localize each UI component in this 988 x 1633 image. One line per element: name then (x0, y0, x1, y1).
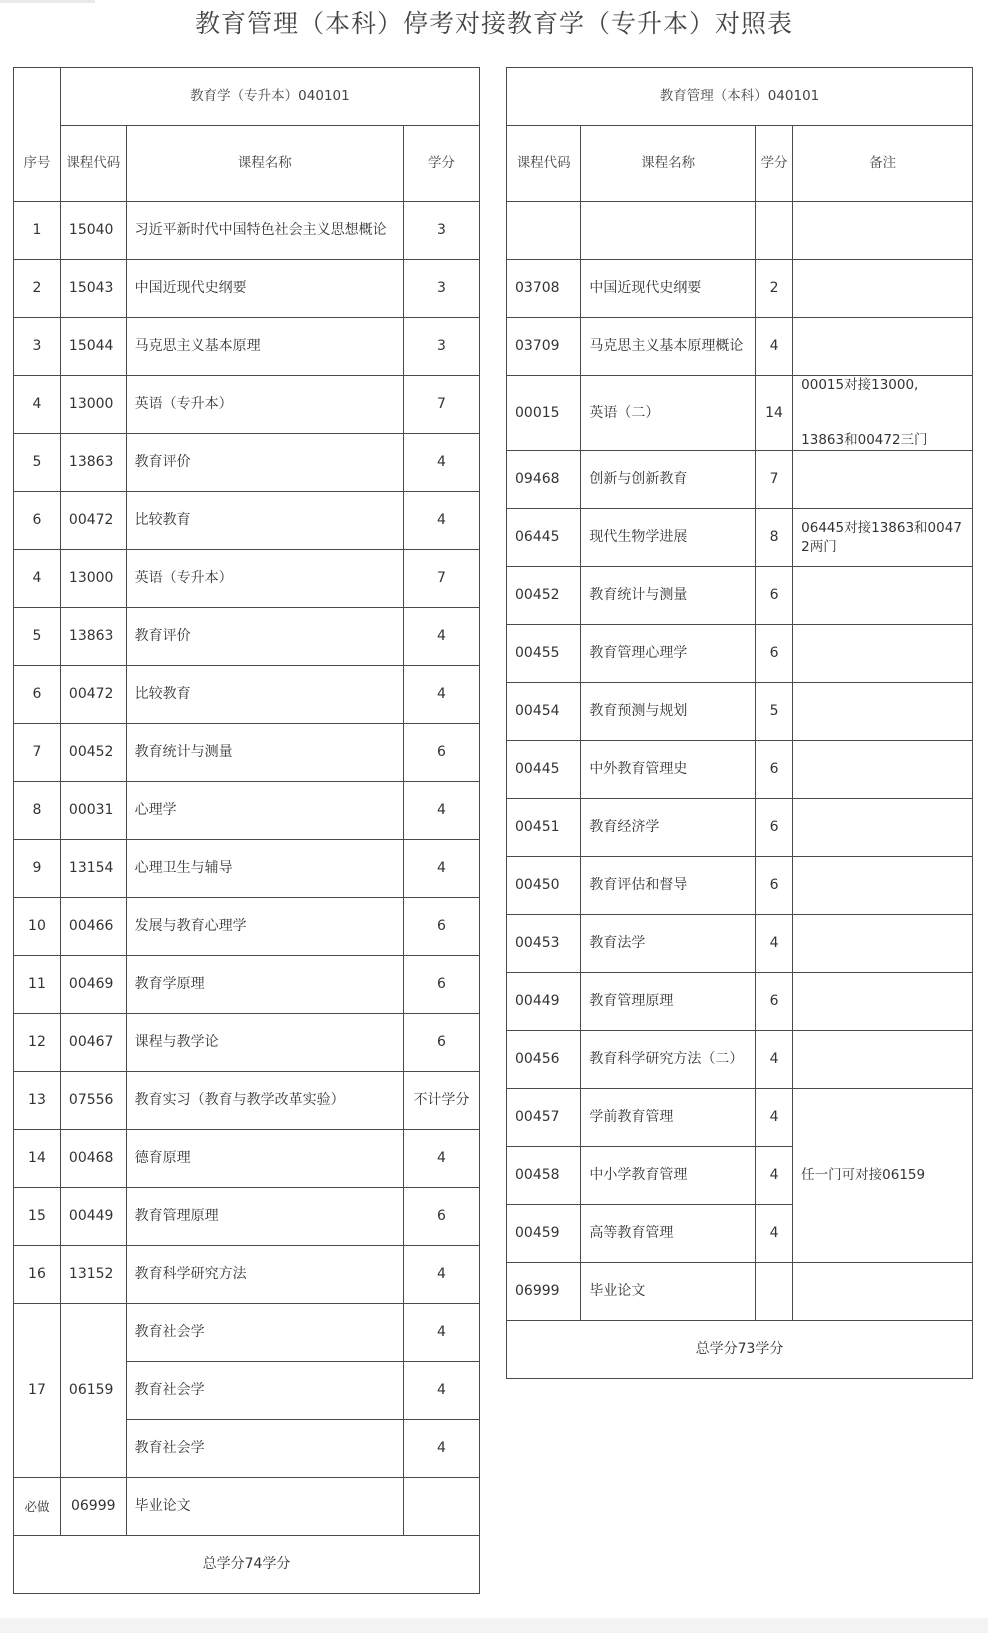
row-name: 心理学 (126, 782, 403, 840)
row-seq: 2 (14, 260, 61, 318)
row-seq: 16 (14, 1246, 61, 1304)
right-header-code: 课程代码 (507, 126, 581, 202)
row-name: 发展与教育心理学 (126, 898, 403, 956)
row-name: 马克思主义基本原理 (126, 318, 403, 376)
row-seq: 8 (14, 782, 61, 840)
right-row1-remark (793, 202, 973, 260)
row-credit: 6 (403, 724, 479, 782)
row-credit: 4 (403, 608, 479, 666)
right-mid-name: 教育经济学 (581, 799, 756, 857)
right-late-remark (793, 915, 973, 973)
right-english-remark (793, 376, 973, 451)
row-seq: 6 (14, 492, 61, 550)
row-code: 15043 (60, 260, 126, 318)
right-late-code: 00453 (507, 915, 581, 973)
right-innovation-remark (793, 451, 973, 509)
group17-code: 06159 (60, 1304, 126, 1478)
row-credit: 4 (403, 666, 479, 724)
table-row (14, 1014, 480, 1072)
row-seq: 3 (14, 318, 61, 376)
row-credit: 4 (403, 492, 479, 550)
right-evaluation-credit: 6 (755, 857, 792, 915)
right-row3-remark (793, 318, 973, 376)
right-late-name: 教育法学 (581, 915, 756, 973)
table-row (14, 318, 480, 376)
table-row (14, 782, 480, 840)
right-mid-name: 教育统计与测量 (581, 567, 756, 625)
row-name: 教育统计与测量 (126, 724, 403, 782)
right-innovation-code: 09468 (507, 451, 581, 509)
group17-name: 教育社会学 (126, 1420, 403, 1478)
right-header-credit: 学分 (755, 126, 792, 202)
row-name: 中国近现代史纲要 (126, 260, 403, 318)
right-row2-credit: 2 (755, 260, 792, 318)
row-code: 00467 (60, 1014, 126, 1072)
row-code: 00469 (60, 956, 126, 1014)
row-name: 课程与教学论 (126, 1014, 403, 1072)
right-mid-remark (793, 567, 973, 625)
right-english-name: 英语（二） (581, 376, 756, 451)
table-row (14, 956, 480, 1014)
right-evaluation-name: 教育评估和督导 (581, 857, 756, 915)
row-code: 13863 (60, 608, 126, 666)
right-late-credit: 4 (755, 1031, 792, 1089)
right-mid-remark (793, 799, 973, 857)
table-row (14, 202, 480, 260)
row-seq: 5 (14, 434, 61, 492)
right-biology-name: 现代生物学进展 (581, 509, 756, 567)
row-credit: 7 (403, 376, 479, 434)
row-name: 教育科学研究方法 (126, 1246, 403, 1304)
row-name: 英语（专升本） (126, 550, 403, 608)
group17-name: 教育社会学 (126, 1304, 403, 1362)
left-program-title: 教育学（专升本）040101 (60, 68, 479, 126)
right-late-code: 00449 (507, 973, 581, 1031)
right-group-code: 00458 (507, 1147, 581, 1205)
row-seq: 9 (14, 840, 61, 898)
right-group-credit: 4 (755, 1089, 792, 1147)
row-seq: 6 (14, 666, 61, 724)
right-course-table (506, 67, 973, 1379)
row-code: 13152 (60, 1246, 126, 1304)
table-row (14, 1130, 480, 1188)
top-edge (0, 0, 95, 3)
row-name: 教育评价 (126, 434, 403, 492)
right-group-credit: 4 (755, 1205, 792, 1263)
right-mid-code: 00454 (507, 683, 581, 741)
right-english-code: 00015 (507, 376, 581, 451)
table-row (14, 898, 480, 956)
row-credit: 4 (403, 434, 479, 492)
table-row (14, 724, 480, 782)
row-name: 习近平新时代中国特色社会主义思想概论 (126, 202, 403, 260)
right-mid-credit: 6 (755, 799, 792, 857)
right-thesis-credit (755, 1263, 792, 1321)
right-row1-name (581, 202, 756, 260)
row-credit: 3 (403, 318, 479, 376)
left-course-table (13, 67, 480, 1594)
left-total: 总学分74学分 (14, 1536, 480, 1594)
table-row (14, 1246, 480, 1304)
right-row3-code: 03709 (507, 318, 581, 376)
group17-credit: 4 (403, 1362, 479, 1420)
row-credit: 6 (403, 1014, 479, 1072)
row-credit: 6 (403, 1188, 479, 1246)
table-row (14, 1304, 480, 1362)
right-row3-credit: 4 (755, 318, 792, 376)
bottom-edge (0, 1618, 988, 1633)
group17-seq: 17 (14, 1304, 61, 1478)
right-late-name: 教育管理原理 (581, 973, 756, 1031)
right-header-remark: 备注 (793, 126, 973, 202)
right-group-name: 高等教育管理 (581, 1205, 756, 1263)
right-group-name: 学前教育管理 (581, 1089, 756, 1147)
right-biology-credit: 8 (755, 509, 792, 567)
row-seq: 4 (14, 376, 61, 434)
row-code: 15044 (60, 318, 126, 376)
row-seq: 15 (14, 1188, 61, 1246)
right-mid-remark (793, 625, 973, 683)
table-row (14, 666, 480, 724)
row-credit: 不计学分 (403, 1072, 479, 1130)
row-credit: 6 (403, 956, 479, 1014)
right-biology-code: 06445 (507, 509, 581, 567)
row-code: 00452 (60, 724, 126, 782)
thesis-name: 毕业论文 (126, 1478, 403, 1536)
row-seq: 7 (14, 724, 61, 782)
right-row2-code: 03708 (507, 260, 581, 318)
row-seq: 5 (14, 608, 61, 666)
right-late-credit: 6 (755, 973, 792, 1031)
table-row (14, 260, 480, 318)
right-thesis-remark (793, 1263, 973, 1321)
right-mid-code: 00455 (507, 625, 581, 683)
right-group-credit: 4 (755, 1147, 792, 1205)
group17-name: 教育社会学 (126, 1362, 403, 1420)
header-name: 课程名称 (126, 126, 403, 202)
right-mid-credit: 6 (755, 741, 792, 799)
row-seq: 13 (14, 1072, 61, 1130)
row-seq: 4 (14, 550, 61, 608)
row-name: 教育管理原理 (126, 1188, 403, 1246)
header-credit: 学分 (403, 126, 479, 202)
table-row (14, 550, 480, 608)
row-seq: 10 (14, 898, 61, 956)
row-credit: 3 (403, 202, 479, 260)
row-credit: 3 (403, 260, 479, 318)
row-name: 教育评价 (126, 608, 403, 666)
row-seq: 12 (14, 1014, 61, 1072)
english-remark-line-2: 13863和00472三门 (801, 432, 928, 448)
right-mid-code: 00445 (507, 741, 581, 799)
row-credit: 4 (403, 782, 479, 840)
row-code: 13154 (60, 840, 126, 898)
group17-credit: 4 (403, 1304, 479, 1362)
row-name: 比较教育 (126, 666, 403, 724)
row-seq: 14 (14, 1130, 61, 1188)
row-seq: 1 (14, 202, 61, 260)
row-name: 德育原理 (126, 1130, 403, 1188)
right-group-remark: 任一门可对接06159 (793, 1089, 973, 1263)
table-row (14, 608, 480, 666)
table-row (14, 1188, 480, 1246)
right-late-remark (793, 973, 973, 1031)
thesis-code: 06999 (60, 1478, 126, 1536)
right-mid-name: 教育预测与规划 (581, 683, 756, 741)
row-code: 13000 (60, 376, 126, 434)
right-english-credit: 14 (755, 376, 792, 451)
row-code: 00468 (60, 1130, 126, 1188)
table-row (14, 840, 480, 898)
row-code: 07556 (60, 1072, 126, 1130)
right-late-name: 教育科学研究方法（二） (581, 1031, 756, 1089)
right-thesis-name: 毕业论文 (581, 1263, 756, 1321)
row-credit: 7 (403, 550, 479, 608)
right-innovation-name: 创新与创新教育 (581, 451, 756, 509)
row-code: 00449 (60, 1188, 126, 1246)
right-mid-name: 中外教育管理史 (581, 741, 756, 799)
table-row (14, 1072, 480, 1130)
right-mid-credit: 6 (755, 567, 792, 625)
right-group-code: 00457 (507, 1089, 581, 1147)
page-title: 教育管理（本科）停考对接教育学（专升本）对照表 (194, 9, 793, 38)
row-code: 13000 (60, 550, 126, 608)
row-credit: 4 (403, 1246, 479, 1304)
row-code: 15040 (60, 202, 126, 260)
row-name: 教育实习（教育与教学改革实验） (126, 1072, 403, 1130)
row-credit: 4 (403, 840, 479, 898)
right-row2-remark (793, 260, 973, 318)
right-header-name: 课程名称 (581, 126, 756, 202)
right-late-credit: 4 (755, 915, 792, 973)
right-total: 总学分73学分 (507, 1321, 973, 1379)
header-code: 课程代码 (60, 126, 126, 202)
thesis-seq: 必做 (14, 1478, 61, 1536)
right-mid-code: 00452 (507, 567, 581, 625)
right-mid-remark (793, 683, 973, 741)
right-row1-code (507, 202, 581, 260)
row-code: 00472 (60, 492, 126, 550)
right-evaluation-remark (793, 857, 973, 915)
right-late-code: 00456 (507, 1031, 581, 1089)
english-remark-line-1: 00015对接13000, (801, 377, 919, 393)
right-evaluation-code: 00450 (507, 857, 581, 915)
table-row (14, 492, 480, 550)
right-row3-name: 马克思主义基本原理概论 (581, 318, 756, 376)
row-name: 心理卫生与辅导 (126, 840, 403, 898)
row-credit: 4 (403, 1130, 479, 1188)
right-biology-remark: 06445对接13863和00472两门 (793, 509, 973, 567)
right-innovation-credit: 7 (755, 451, 792, 509)
row-code: 00472 (60, 666, 126, 724)
right-mid-remark (793, 741, 973, 799)
right-mid-credit: 5 (755, 683, 792, 741)
right-row1-credit (755, 202, 792, 260)
row-code: 00031 (60, 782, 126, 840)
right-mid-credit: 6 (755, 625, 792, 683)
right-mid-name: 教育管理心理学 (581, 625, 756, 683)
right-mid-code: 00451 (507, 799, 581, 857)
row-code: 13863 (60, 434, 126, 492)
row-seq: 11 (14, 956, 61, 1014)
right-thesis-code: 06999 (507, 1263, 581, 1321)
table-row (14, 434, 480, 492)
right-group-code: 00459 (507, 1205, 581, 1263)
group17-credit: 4 (403, 1420, 479, 1478)
row-name: 教育学原理 (126, 956, 403, 1014)
row-name: 比较教育 (126, 492, 403, 550)
thesis-credit (403, 1478, 479, 1536)
right-row2-name: 中国近现代史纲要 (581, 260, 756, 318)
right-program-title: 教育管理（本科）040101 (507, 68, 973, 126)
row-name: 英语（专升本） (126, 376, 403, 434)
header-seq: 序号 (14, 68, 61, 202)
right-late-remark (793, 1031, 973, 1089)
row-code: 00466 (60, 898, 126, 956)
thesis-row (14, 1478, 480, 1536)
row-credit: 6 (403, 898, 479, 956)
right-group-name: 中小学教育管理 (581, 1147, 756, 1205)
table-row (14, 376, 480, 434)
